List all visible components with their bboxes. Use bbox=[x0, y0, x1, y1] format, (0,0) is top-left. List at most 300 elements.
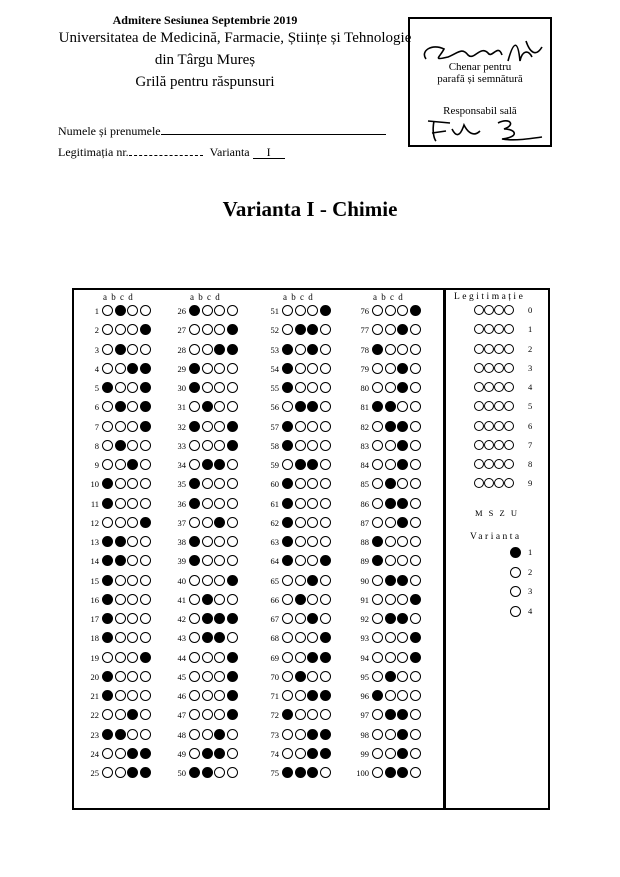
answer-bubble-a[interactable] bbox=[282, 575, 293, 586]
answer-bubble-c[interactable] bbox=[214, 690, 225, 701]
answer-bubble-b[interactable] bbox=[295, 382, 306, 393]
answer-bubble-b[interactable] bbox=[385, 459, 396, 470]
answer-bubble-d[interactable] bbox=[320, 401, 331, 412]
answer-bubble-d[interactable] bbox=[227, 594, 238, 605]
id-digit-bubble[interactable] bbox=[504, 305, 514, 315]
answer-bubble-d[interactable] bbox=[320, 652, 331, 663]
answer-bubble-b[interactable] bbox=[202, 440, 213, 451]
answer-bubble-a[interactable] bbox=[102, 498, 113, 509]
answer-bubble-d[interactable] bbox=[320, 536, 331, 547]
answer-bubble-a[interactable] bbox=[372, 363, 383, 374]
answer-bubble-b[interactable] bbox=[295, 555, 306, 566]
answer-bubble-b[interactable] bbox=[115, 575, 126, 586]
answer-bubble-c[interactable] bbox=[127, 517, 138, 528]
answer-bubble-b[interactable] bbox=[202, 613, 213, 624]
answer-bubble-a[interactable] bbox=[102, 440, 113, 451]
answer-bubble-a[interactable] bbox=[189, 344, 200, 355]
answer-bubble-d[interactable] bbox=[320, 498, 331, 509]
answer-bubble-d[interactable] bbox=[227, 363, 238, 374]
answer-bubble-c[interactable] bbox=[214, 421, 225, 432]
answer-bubble-b[interactable] bbox=[115, 459, 126, 470]
answer-bubble-d[interactable] bbox=[410, 709, 421, 720]
answer-bubble-c[interactable] bbox=[307, 690, 318, 701]
answer-bubble-d[interactable] bbox=[410, 555, 421, 566]
answer-bubble-a[interactable] bbox=[189, 729, 200, 740]
answer-bubble-a[interactable] bbox=[102, 421, 113, 432]
answer-bubble-b[interactable] bbox=[385, 421, 396, 432]
answer-bubble-d[interactable] bbox=[140, 421, 151, 432]
answer-bubble-a[interactable] bbox=[102, 652, 113, 663]
answer-bubble-d[interactable] bbox=[227, 536, 238, 547]
answer-bubble-b[interactable] bbox=[115, 671, 126, 682]
answer-bubble-b[interactable] bbox=[295, 440, 306, 451]
answer-bubble-b[interactable] bbox=[295, 324, 306, 335]
answer-bubble-c[interactable] bbox=[307, 421, 318, 432]
answer-bubble-b[interactable] bbox=[115, 517, 126, 528]
answer-bubble-c[interactable] bbox=[307, 652, 318, 663]
answer-bubble-c[interactable] bbox=[214, 517, 225, 528]
id-digit-bubble[interactable] bbox=[504, 421, 514, 431]
answer-bubble-a[interactable] bbox=[102, 363, 113, 374]
answer-bubble-d[interactable] bbox=[320, 324, 331, 335]
answer-bubble-b[interactable] bbox=[385, 305, 396, 316]
answer-bubble-b[interactable] bbox=[385, 767, 396, 778]
answer-bubble-b[interactable] bbox=[115, 594, 126, 605]
answer-bubble-b[interactable] bbox=[115, 632, 126, 643]
answer-bubble-c[interactable] bbox=[397, 305, 408, 316]
answer-bubble-d[interactable] bbox=[140, 459, 151, 470]
answer-bubble-a[interactable] bbox=[282, 767, 293, 778]
answer-bubble-c[interactable] bbox=[127, 305, 138, 316]
answer-bubble-a[interactable] bbox=[102, 729, 113, 740]
answer-bubble-b[interactable] bbox=[385, 324, 396, 335]
answer-bubble-b[interactable] bbox=[295, 498, 306, 509]
answer-bubble-c[interactable] bbox=[127, 652, 138, 663]
answer-bubble-b[interactable] bbox=[115, 344, 126, 355]
answer-bubble-b[interactable] bbox=[385, 344, 396, 355]
answer-bubble-c[interactable] bbox=[214, 344, 225, 355]
answer-bubble-b[interactable] bbox=[115, 478, 126, 489]
answer-bubble-d[interactable] bbox=[140, 652, 151, 663]
answer-bubble-d[interactable] bbox=[140, 517, 151, 528]
answer-bubble-d[interactable] bbox=[320, 363, 331, 374]
id-digit-bubble[interactable] bbox=[474, 363, 484, 373]
answer-bubble-c[interactable] bbox=[127, 690, 138, 701]
answer-bubble-b[interactable] bbox=[295, 478, 306, 489]
answer-bubble-d[interactable] bbox=[320, 613, 331, 624]
answer-bubble-d[interactable] bbox=[227, 401, 238, 412]
answer-bubble-b[interactable] bbox=[295, 613, 306, 624]
variant-bubble-2[interactable] bbox=[510, 567, 521, 578]
answer-bubble-c[interactable] bbox=[397, 363, 408, 374]
id-digit-bubble[interactable] bbox=[494, 459, 504, 469]
answer-bubble-d[interactable] bbox=[410, 690, 421, 701]
answer-bubble-d[interactable] bbox=[410, 536, 421, 547]
answer-bubble-b[interactable] bbox=[295, 594, 306, 605]
answer-bubble-b[interactable] bbox=[385, 382, 396, 393]
id-digit-bubble[interactable] bbox=[484, 421, 494, 431]
answer-bubble-c[interactable] bbox=[127, 421, 138, 432]
answer-bubble-c[interactable] bbox=[214, 767, 225, 778]
answer-bubble-a[interactable] bbox=[372, 767, 383, 778]
variant-bubble-4[interactable] bbox=[510, 606, 521, 617]
answer-bubble-d[interactable] bbox=[227, 613, 238, 624]
answer-bubble-b[interactable] bbox=[385, 536, 396, 547]
answer-bubble-c[interactable] bbox=[127, 344, 138, 355]
answer-bubble-a[interactable] bbox=[372, 594, 383, 605]
answer-bubble-d[interactable] bbox=[410, 478, 421, 489]
id-digit-bubble[interactable] bbox=[474, 305, 484, 315]
answer-bubble-c[interactable] bbox=[307, 536, 318, 547]
answer-bubble-d[interactable] bbox=[320, 632, 331, 643]
answer-bubble-a[interactable] bbox=[189, 748, 200, 759]
answer-bubble-d[interactable] bbox=[140, 478, 151, 489]
answer-bubble-c[interactable] bbox=[127, 748, 138, 759]
answer-bubble-d[interactable] bbox=[227, 459, 238, 470]
answer-bubble-a[interactable] bbox=[282, 536, 293, 547]
answer-bubble-a[interactable] bbox=[189, 382, 200, 393]
answer-bubble-a[interactable] bbox=[372, 536, 383, 547]
answer-bubble-c[interactable] bbox=[214, 536, 225, 547]
id-digit-bubble[interactable] bbox=[504, 440, 514, 450]
answer-bubble-b[interactable] bbox=[385, 748, 396, 759]
answer-bubble-a[interactable] bbox=[282, 671, 293, 682]
answer-bubble-d[interactable] bbox=[140, 690, 151, 701]
answer-bubble-d[interactable] bbox=[320, 748, 331, 759]
answer-bubble-d[interactable] bbox=[140, 401, 151, 412]
answer-bubble-d[interactable] bbox=[140, 344, 151, 355]
answer-bubble-a[interactable] bbox=[282, 690, 293, 701]
answer-bubble-d[interactable] bbox=[410, 363, 421, 374]
answer-bubble-d[interactable] bbox=[140, 632, 151, 643]
answer-bubble-c[interactable] bbox=[127, 459, 138, 470]
answer-bubble-b[interactable] bbox=[115, 363, 126, 374]
answer-bubble-b[interactable] bbox=[295, 575, 306, 586]
answer-bubble-c[interactable] bbox=[214, 305, 225, 316]
answer-bubble-c[interactable] bbox=[127, 594, 138, 605]
answer-bubble-c[interactable] bbox=[307, 440, 318, 451]
answer-bubble-b[interactable] bbox=[385, 555, 396, 566]
name-field[interactable] bbox=[58, 123, 386, 139]
answer-bubble-a[interactable] bbox=[102, 305, 113, 316]
answer-bubble-b[interactable] bbox=[385, 498, 396, 509]
answer-bubble-d[interactable] bbox=[410, 344, 421, 355]
answer-bubble-a[interactable] bbox=[282, 498, 293, 509]
answer-bubble-b[interactable] bbox=[295, 767, 306, 778]
id-field[interactable] bbox=[58, 144, 285, 160]
answer-bubble-a[interactable] bbox=[102, 459, 113, 470]
answer-bubble-b[interactable] bbox=[115, 709, 126, 720]
answer-bubble-d[interactable] bbox=[140, 382, 151, 393]
answer-bubble-b[interactable] bbox=[385, 363, 396, 374]
answer-bubble-d[interactable] bbox=[410, 632, 421, 643]
id-digit-bubble[interactable] bbox=[484, 344, 494, 354]
answer-bubble-c[interactable] bbox=[397, 594, 408, 605]
id-digit-bubble[interactable] bbox=[504, 363, 514, 373]
answer-bubble-b[interactable] bbox=[202, 421, 213, 432]
answer-bubble-d[interactable] bbox=[320, 575, 331, 586]
answer-bubble-d[interactable] bbox=[227, 748, 238, 759]
answer-bubble-d[interactable] bbox=[227, 729, 238, 740]
answer-bubble-a[interactable] bbox=[189, 671, 200, 682]
answer-bubble-b[interactable] bbox=[385, 575, 396, 586]
answer-bubble-c[interactable] bbox=[214, 671, 225, 682]
answer-bubble-c[interactable] bbox=[397, 382, 408, 393]
answer-bubble-d[interactable] bbox=[227, 344, 238, 355]
answer-bubble-c[interactable] bbox=[214, 652, 225, 663]
answer-bubble-a[interactable] bbox=[102, 382, 113, 393]
answer-bubble-d[interactable] bbox=[320, 478, 331, 489]
answer-bubble-a[interactable] bbox=[189, 363, 200, 374]
answer-bubble-b[interactable] bbox=[115, 652, 126, 663]
answer-bubble-d[interactable] bbox=[227, 690, 238, 701]
answer-bubble-c[interactable] bbox=[214, 440, 225, 451]
answer-bubble-c[interactable] bbox=[397, 652, 408, 663]
answer-bubble-d[interactable] bbox=[410, 440, 421, 451]
id-digit-bubble[interactable] bbox=[484, 459, 494, 469]
answer-bubble-d[interactable] bbox=[320, 344, 331, 355]
answer-bubble-a[interactable] bbox=[189, 305, 200, 316]
answer-bubble-b[interactable] bbox=[202, 767, 213, 778]
answer-bubble-b[interactable] bbox=[295, 401, 306, 412]
answer-bubble-a[interactable] bbox=[372, 613, 383, 624]
answer-bubble-b[interactable] bbox=[202, 305, 213, 316]
answer-bubble-c[interactable] bbox=[214, 575, 225, 586]
answer-bubble-b[interactable] bbox=[295, 690, 306, 701]
answer-bubble-c[interactable] bbox=[307, 382, 318, 393]
answer-bubble-d[interactable] bbox=[140, 729, 151, 740]
answer-bubble-a[interactable] bbox=[372, 690, 383, 701]
answer-bubble-d[interactable] bbox=[227, 478, 238, 489]
answer-bubble-c[interactable] bbox=[307, 748, 318, 759]
answer-bubble-b[interactable] bbox=[202, 594, 213, 605]
answer-bubble-d[interactable] bbox=[410, 613, 421, 624]
answer-bubble-d[interactable] bbox=[140, 498, 151, 509]
answer-bubble-d[interactable] bbox=[410, 594, 421, 605]
answer-bubble-d[interactable] bbox=[410, 382, 421, 393]
answer-bubble-b[interactable] bbox=[202, 324, 213, 335]
answer-bubble-c[interactable] bbox=[397, 498, 408, 509]
answer-bubble-a[interactable] bbox=[282, 440, 293, 451]
id-digit-bubble[interactable] bbox=[504, 459, 514, 469]
answer-bubble-d[interactable] bbox=[410, 767, 421, 778]
answer-bubble-b[interactable] bbox=[385, 517, 396, 528]
answer-bubble-c[interactable] bbox=[307, 363, 318, 374]
id-digit-bubble[interactable] bbox=[474, 440, 484, 450]
answer-bubble-d[interactable] bbox=[227, 498, 238, 509]
answer-bubble-a[interactable] bbox=[372, 517, 383, 528]
answer-bubble-c[interactable] bbox=[397, 536, 408, 547]
answer-bubble-b[interactable] bbox=[115, 729, 126, 740]
answer-bubble-a[interactable] bbox=[102, 767, 113, 778]
answer-bubble-b[interactable] bbox=[295, 363, 306, 374]
answer-bubble-d[interactable] bbox=[140, 613, 151, 624]
answer-bubble-a[interactable] bbox=[102, 594, 113, 605]
answer-bubble-a[interactable] bbox=[282, 363, 293, 374]
answer-bubble-c[interactable] bbox=[307, 671, 318, 682]
answer-bubble-d[interactable] bbox=[227, 440, 238, 451]
answer-bubble-d[interactable] bbox=[227, 632, 238, 643]
answer-bubble-b[interactable] bbox=[202, 363, 213, 374]
answer-bubble-b[interactable] bbox=[115, 767, 126, 778]
answer-bubble-b[interactable] bbox=[202, 459, 213, 470]
answer-bubble-a[interactable] bbox=[102, 748, 113, 759]
answer-bubble-d[interactable] bbox=[320, 382, 331, 393]
answer-bubble-c[interactable] bbox=[397, 690, 408, 701]
id-digit-bubble[interactable] bbox=[494, 363, 504, 373]
answer-bubble-c[interactable] bbox=[397, 517, 408, 528]
answer-bubble-a[interactable] bbox=[282, 382, 293, 393]
answer-bubble-a[interactable] bbox=[372, 729, 383, 740]
answer-bubble-d[interactable] bbox=[140, 575, 151, 586]
answer-bubble-d[interactable] bbox=[140, 440, 151, 451]
answer-bubble-b[interactable] bbox=[202, 498, 213, 509]
answer-bubble-c[interactable] bbox=[127, 363, 138, 374]
answer-bubble-c[interactable] bbox=[127, 671, 138, 682]
answer-bubble-b[interactable] bbox=[295, 671, 306, 682]
answer-bubble-c[interactable] bbox=[307, 459, 318, 470]
answer-bubble-a[interactable] bbox=[372, 671, 383, 682]
id-digit-bubble[interactable] bbox=[504, 344, 514, 354]
answer-bubble-a[interactable] bbox=[282, 421, 293, 432]
id-digit-bubble[interactable] bbox=[494, 421, 504, 431]
answer-bubble-d[interactable] bbox=[320, 690, 331, 701]
answer-bubble-d[interactable] bbox=[140, 594, 151, 605]
answer-bubble-b[interactable] bbox=[202, 575, 213, 586]
answer-bubble-c[interactable] bbox=[307, 613, 318, 624]
answer-bubble-b[interactable] bbox=[385, 401, 396, 412]
answer-bubble-b[interactable] bbox=[202, 401, 213, 412]
id-digit-bubble[interactable] bbox=[474, 459, 484, 469]
answer-bubble-c[interactable] bbox=[214, 382, 225, 393]
answer-bubble-c[interactable] bbox=[397, 440, 408, 451]
answer-bubble-b[interactable] bbox=[202, 671, 213, 682]
answer-bubble-c[interactable] bbox=[127, 613, 138, 624]
answer-bubble-c[interactable] bbox=[307, 575, 318, 586]
answer-bubble-b[interactable] bbox=[115, 382, 126, 393]
answer-bubble-d[interactable] bbox=[320, 594, 331, 605]
id-digit-bubble[interactable] bbox=[484, 305, 494, 315]
variant-bubble-1[interactable] bbox=[510, 547, 521, 558]
id-digit-bubble[interactable] bbox=[494, 344, 504, 354]
answer-bubble-b[interactable] bbox=[202, 382, 213, 393]
answer-bubble-c[interactable] bbox=[397, 671, 408, 682]
answer-bubble-d[interactable] bbox=[320, 767, 331, 778]
answer-bubble-c[interactable] bbox=[214, 729, 225, 740]
answer-bubble-d[interactable] bbox=[227, 575, 238, 586]
answer-bubble-b[interactable] bbox=[115, 498, 126, 509]
answer-bubble-d[interactable] bbox=[410, 671, 421, 682]
answer-bubble-a[interactable] bbox=[372, 459, 383, 470]
answer-bubble-c[interactable] bbox=[307, 517, 318, 528]
answer-bubble-b[interactable] bbox=[385, 729, 396, 740]
answer-bubble-a[interactable] bbox=[372, 421, 383, 432]
answer-bubble-c[interactable] bbox=[307, 594, 318, 605]
answer-bubble-b[interactable] bbox=[385, 594, 396, 605]
answer-bubble-c[interactable] bbox=[127, 382, 138, 393]
answer-bubble-a[interactable] bbox=[372, 498, 383, 509]
answer-bubble-a[interactable] bbox=[189, 767, 200, 778]
answer-bubble-c[interactable] bbox=[214, 613, 225, 624]
answer-bubble-c[interactable] bbox=[397, 729, 408, 740]
answer-bubble-d[interactable] bbox=[320, 555, 331, 566]
answer-bubble-c[interactable] bbox=[307, 498, 318, 509]
answer-bubble-b[interactable] bbox=[115, 440, 126, 451]
answer-bubble-b[interactable] bbox=[295, 517, 306, 528]
answer-bubble-d[interactable] bbox=[140, 767, 151, 778]
answer-bubble-b[interactable] bbox=[202, 478, 213, 489]
answer-bubble-d[interactable] bbox=[320, 459, 331, 470]
answer-bubble-c[interactable] bbox=[307, 344, 318, 355]
answer-bubble-c[interactable] bbox=[127, 575, 138, 586]
answer-bubble-c[interactable] bbox=[307, 729, 318, 740]
answer-bubble-c[interactable] bbox=[127, 498, 138, 509]
answer-bubble-d[interactable] bbox=[140, 305, 151, 316]
answer-bubble-d[interactable] bbox=[410, 324, 421, 335]
answer-bubble-b[interactable] bbox=[295, 709, 306, 720]
answer-bubble-a[interactable] bbox=[282, 305, 293, 316]
answer-bubble-d[interactable] bbox=[227, 324, 238, 335]
answer-bubble-d[interactable] bbox=[227, 517, 238, 528]
answer-bubble-d[interactable] bbox=[320, 671, 331, 682]
answer-bubble-b[interactable] bbox=[295, 536, 306, 547]
answer-bubble-d[interactable] bbox=[410, 748, 421, 759]
answer-bubble-a[interactable] bbox=[189, 594, 200, 605]
answer-bubble-d[interactable] bbox=[320, 440, 331, 451]
answer-bubble-a[interactable] bbox=[282, 459, 293, 470]
answer-bubble-d[interactable] bbox=[410, 498, 421, 509]
answer-bubble-a[interactable] bbox=[189, 421, 200, 432]
answer-bubble-b[interactable] bbox=[385, 440, 396, 451]
answer-bubble-d[interactable] bbox=[410, 305, 421, 316]
answer-bubble-d[interactable] bbox=[227, 555, 238, 566]
answer-bubble-b[interactable] bbox=[202, 632, 213, 643]
answer-bubble-c[interactable] bbox=[397, 613, 408, 624]
answer-bubble-b[interactable] bbox=[202, 729, 213, 740]
answer-bubble-b[interactable] bbox=[115, 613, 126, 624]
answer-bubble-d[interactable] bbox=[410, 401, 421, 412]
answer-bubble-d[interactable] bbox=[410, 517, 421, 528]
answer-bubble-b[interactable] bbox=[115, 324, 126, 335]
answer-bubble-a[interactable] bbox=[189, 575, 200, 586]
answer-bubble-a[interactable] bbox=[189, 613, 200, 624]
answer-bubble-b[interactable] bbox=[385, 652, 396, 663]
id-digit-bubble[interactable] bbox=[474, 344, 484, 354]
answer-bubble-d[interactable] bbox=[320, 709, 331, 720]
answer-bubble-d[interactable] bbox=[320, 517, 331, 528]
answer-bubble-d[interactable] bbox=[410, 652, 421, 663]
answer-bubble-a[interactable] bbox=[372, 652, 383, 663]
answer-bubble-d[interactable] bbox=[410, 421, 421, 432]
answer-bubble-a[interactable] bbox=[102, 671, 113, 682]
answer-bubble-a[interactable] bbox=[282, 729, 293, 740]
answer-bubble-b[interactable] bbox=[115, 555, 126, 566]
answer-bubble-a[interactable] bbox=[372, 305, 383, 316]
answer-bubble-d[interactable] bbox=[140, 555, 151, 566]
answer-bubble-c[interactable] bbox=[127, 536, 138, 547]
answer-bubble-b[interactable] bbox=[385, 690, 396, 701]
answer-bubble-a[interactable] bbox=[372, 344, 383, 355]
answer-bubble-c[interactable] bbox=[307, 305, 318, 316]
answer-bubble-b[interactable] bbox=[115, 401, 126, 412]
answer-bubble-c[interactable] bbox=[127, 729, 138, 740]
id-digit-bubble[interactable] bbox=[484, 440, 494, 450]
id-digit-bubble[interactable] bbox=[494, 382, 504, 392]
answer-bubble-c[interactable] bbox=[397, 421, 408, 432]
answer-bubble-c[interactable] bbox=[397, 459, 408, 470]
id-digit-bubble[interactable] bbox=[494, 305, 504, 315]
answer-bubble-c[interactable] bbox=[127, 767, 138, 778]
